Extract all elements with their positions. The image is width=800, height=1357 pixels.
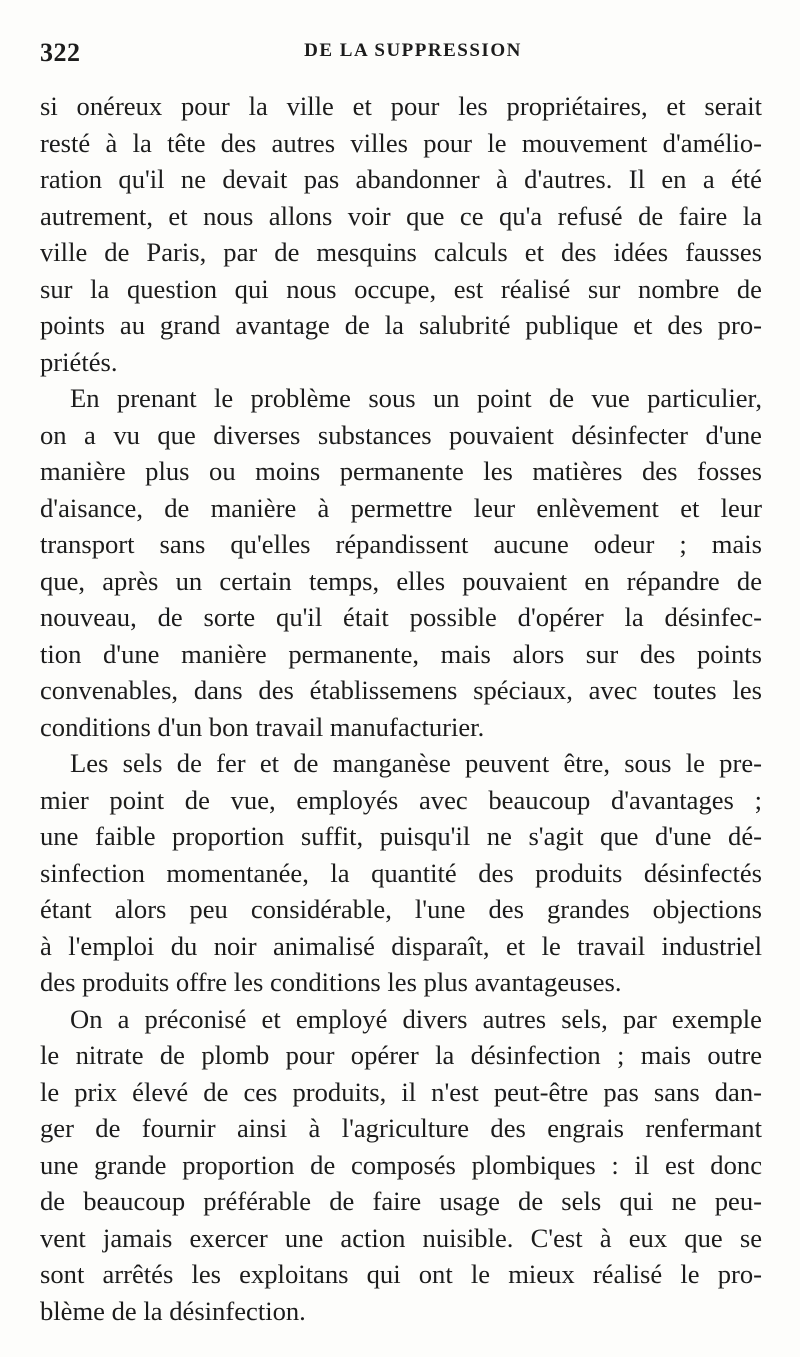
text-line: conditions d'un bon travail manufacturier. [40,711,485,742]
text-line: si onéreux pour la ville et pour les propriétaires, et serait [40,91,762,121]
text-line: autrement, et nous allons voir que ce qu'a refusé de faire la [40,200,762,231]
text-line: ville de Paris, par de mesquins calculs et des idées fausses [40,237,762,267]
text-line: à l'emploi du noir animalisé disparaît, et le travail industriel [40,930,762,961]
text-line: une faible proportion suffit, puisqu'il ne s'agit que d'une dé- [40,821,762,851]
text-line: des produits offre les conditions les plus avantageuses. [40,967,622,997]
text-line: sur la question qui nous occupe, est réalisé sur nombre de [40,273,762,304]
text-line: le nitrate de plomb pour opérer la désinfection ; mais outre [40,1040,762,1070]
text-line: d'aisance, de manière à permettre leur enlèvement et leur [40,492,762,523]
text-line: le prix élevé de ces produits, il n'est peut-être pas sans dan- [40,1076,762,1107]
text-line: ger de fournir ainsi à l'agriculture des engrais renfermant [40,1113,762,1143]
running-title: DE LA SUPPRESSION [304,40,522,61]
text-line: une grande proportion de composés plombiques : il est donc [40,1149,762,1180]
text-line: ration qu'il ne devait pas abandonner à d'autres. Il en a été [40,164,762,194]
text-line: que, après un certain temps, elles pouvaient en répandre de [40,565,762,596]
text-line: étant alors peu considérable, l'une des grandes objections [40,894,762,924]
paragraph [40,745,762,1001]
page-bottom-margin [0,1317,800,1357]
text-line: points au grand avantage de la salubrité publique et des pro- [40,310,762,340]
text-line: tion d'une manière permanente, mais alors sur des points [40,638,762,669]
text-line: transport sans qu'elles répandissent aucune odeur ; mais [40,529,762,559]
body-text [40,88,762,1329]
text-line: vent jamais exercer une action nuisible. C'est à eux que se [40,1222,762,1253]
paragraph [40,380,762,745]
text-line: sinfection momentanée, la quantité des produits désinfectés [40,857,762,888]
text-line: sont arrêtés les exploitans qui ont le mieux réalisé le pro- [40,1259,762,1289]
text-line: nouveau, de sorte qu'il était possible d'opérer la désinfec- [40,602,762,632]
running-head [40,38,762,88]
paragraph [40,1001,762,1330]
text-line: mier point de vue, employés avec beaucoup d'avantages ; [40,784,762,815]
text-line: de beaucoup préférable de faire usage de sels qui ne peu- [40,1186,762,1216]
paragraph [40,88,762,380]
text-line: on a vu que diverses substances pouvaient désinfecter d'une [40,419,762,450]
text-line: blème de la désinfection. [40,1295,306,1326]
text-line: convenables, dans des établissemens spéciaux, avec toutes les [40,675,762,705]
text-line: En prenant le problème sous un point de vue particulier, [70,383,762,413]
text-line: priétés. [40,346,118,377]
text-line: Les sels de fer et de manganèse peuvent être, sous le pre- [70,748,762,778]
text-line: On a préconisé et employé divers autres sels, par exemple [70,1003,762,1034]
text-line: resté à la tête des autres villes pour le mouvement d'amélio- [40,127,762,158]
text-line: manière plus ou moins permanente les matières des fosses [40,456,762,486]
page-number: 322 [40,38,81,67]
